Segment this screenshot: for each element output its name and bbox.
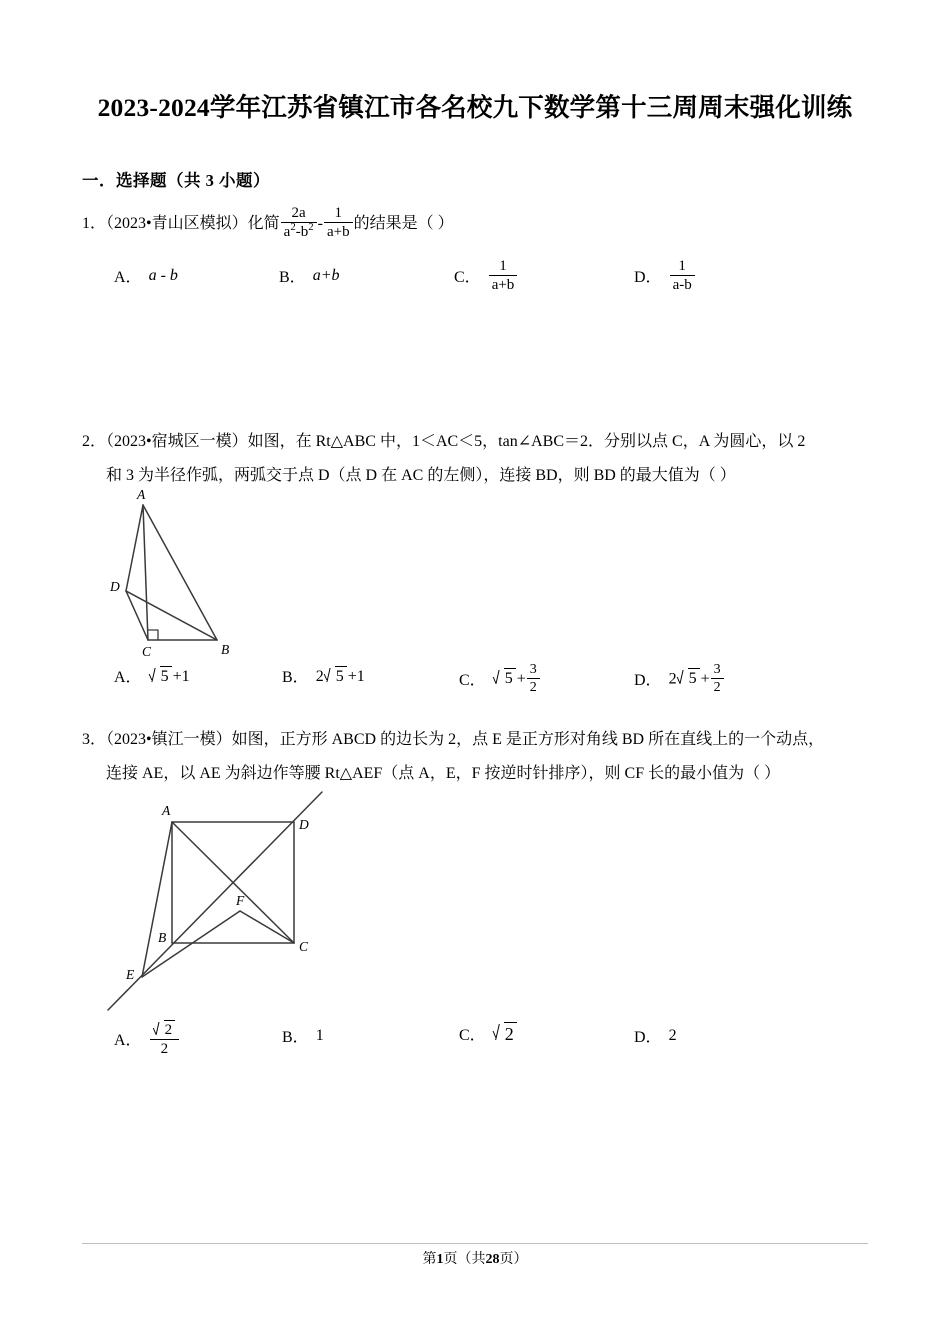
page-title: 2023-2024学年江苏省镇江市各名校九下数学第十三周周末强化训练: [97, 93, 853, 122]
question-2: [82, 425, 805, 493]
option-label: C．: [459, 1027, 486, 1044]
option-value: a - b: [148, 266, 178, 284]
option-value-fraction-radical: $\frac{2}{2}$: [150, 1020, 180, 1057]
question-1-number: 1: [82, 214, 90, 232]
question-1-options: [114, 258, 904, 302]
question-3-stem-line-2: 连接 AE，以 AE 为斜边作等腰 Rt△AEF（点 A，E，F 按逆时针排序），则 CF 长的最小值为（ ）: [106, 765, 781, 782]
footer-prefix: 第: [422, 1252, 437, 1267]
question-2-option-d[interactable]: [634, 662, 725, 695]
question-1-option-c[interactable]: [454, 258, 518, 293]
triangle-abc-diagram: [100, 488, 280, 663]
question-3-options: [114, 1020, 904, 1068]
option-value-radical: 5 + $\frac{3}{2}$: [493, 662, 541, 695]
question-3-figure: [100, 785, 350, 1030]
option-label: A．: [114, 669, 142, 686]
question-1-option-a[interactable]: [114, 264, 178, 287]
question-2-stem-line-2: 和 3 为半径作弧，两弧交于点 D（点 D 在 AC 的左侧），连接 BD，则 BD 的最大值为（ ）: [106, 467, 736, 484]
right-angle-marker-c: [148, 630, 158, 640]
question-1-fraction-2: $\frac{1}{a+b}$: [324, 205, 353, 240]
question-1-stem: 1．（2023•青山区模拟）化简 $\frac{2a}{a^2-b^2}$ - $\frac{1}{a+b}$ 的结果是（ ）: [82, 205, 454, 241]
option-value-radical: 5 +1: [149, 666, 190, 686]
question-2-stem-line-1: 2．（2023•宿城区一模）如图，在 Rt△ABC 中，1＜AC＜5，tan∠ABC＝2．分别以点 C，A 为圆心，以 2: [82, 433, 806, 450]
label-c: C: [299, 939, 309, 954]
option-value-fraction: $\frac{1}{a+b}$: [489, 258, 518, 293]
question-3-option-b[interactable]: [282, 1024, 324, 1047]
page-footer: [0, 1248, 950, 1268]
question-1-source: （2023•青山区模拟）: [106, 214, 248, 232]
option-label: A．: [114, 1032, 142, 1050]
label-a: A: [162, 803, 171, 818]
footer-divider: [82, 1243, 868, 1244]
segment-ac: [143, 505, 148, 640]
label-a: A: [137, 488, 146, 502]
segment-ad: [126, 505, 143, 591]
question-3-option-a[interactable]: [114, 1020, 180, 1057]
question-2-option-c[interactable]: [459, 662, 541, 695]
option-label: B．: [279, 269, 306, 286]
option-label: B．: [282, 669, 309, 686]
question-2-source: （2023•宿城区一模）: [106, 433, 248, 450]
question-1-stem-after: 的结果是（ ）: [353, 214, 454, 232]
label-e: E: [126, 967, 135, 982]
label-b: B: [221, 642, 230, 657]
label-d: D: [110, 579, 120, 594]
line-bd-extended: [108, 792, 322, 1010]
question-2-number: 2: [82, 433, 90, 450]
option-label: D．: [634, 269, 662, 287]
question-1: [82, 205, 454, 241]
question-1-minus-operator: -: [317, 214, 323, 232]
option-value: a+b: [312, 266, 340, 284]
segment-dc: [126, 591, 148, 640]
option-label: C．: [459, 672, 486, 690]
question-1-stem-before: 化简: [247, 214, 280, 232]
option-value-radical: 2: [493, 1022, 517, 1045]
label-b: B: [158, 930, 167, 945]
question-3-option-c[interactable]: [459, 1022, 518, 1045]
section-heading: 一．选择题（共 3 小题）: [82, 171, 270, 190]
segment-ae: [142, 822, 172, 977]
question-3-source: （2023•镇江一模）: [106, 731, 232, 748]
label-c: C: [142, 644, 152, 659]
option-label: D．: [634, 1029, 662, 1046]
footer-suffix: 页）: [499, 1252, 528, 1267]
option-value-radical: 2 5 +1: [315, 667, 365, 685]
option-value: 1: [315, 1026, 324, 1044]
question-1-option-b[interactable]: [279, 264, 339, 287]
question-3: [82, 723, 824, 791]
question-1-option-d[interactable]: [634, 258, 696, 293]
footer-total-pages: 28: [485, 1252, 500, 1267]
option-label: A．: [114, 269, 142, 286]
question-2-option-b[interactable]: [282, 664, 365, 687]
question-2-option-a[interactable]: [114, 664, 190, 687]
question-3-number: 3: [82, 731, 90, 748]
label-f: F: [236, 893, 245, 908]
footer-middle: 页（共: [443, 1252, 486, 1267]
footer-page-number: 1: [436, 1252, 444, 1267]
segment-ef: [142, 911, 240, 977]
option-label: C．: [454, 269, 481, 287]
square-abcd-diagram: [100, 785, 350, 1025]
option-value-fraction: $\frac{1}{a-b}$: [670, 258, 695, 293]
option-label: D．: [634, 672, 662, 690]
question-2-options: [114, 662, 904, 710]
question-3-option-d[interactable]: [634, 1024, 677, 1047]
option-value-radical: 2 5 + $\frac{3}{2}$: [669, 662, 725, 695]
question-1-fraction-1: $\frac{2a}{a^2-b^2}$: [281, 205, 317, 240]
label-d: D: [299, 817, 309, 832]
question-3-stem-line-1: 3．（2023•镇江一模）如图，正方形 ABCD 的边长为 2，点 E 是正方形对角线 BD 所在直线上的一个动点，: [82, 731, 825, 748]
option-value: 2: [668, 1026, 677, 1044]
option-label: B．: [282, 1029, 309, 1046]
question-2-figure: [100, 488, 280, 668]
